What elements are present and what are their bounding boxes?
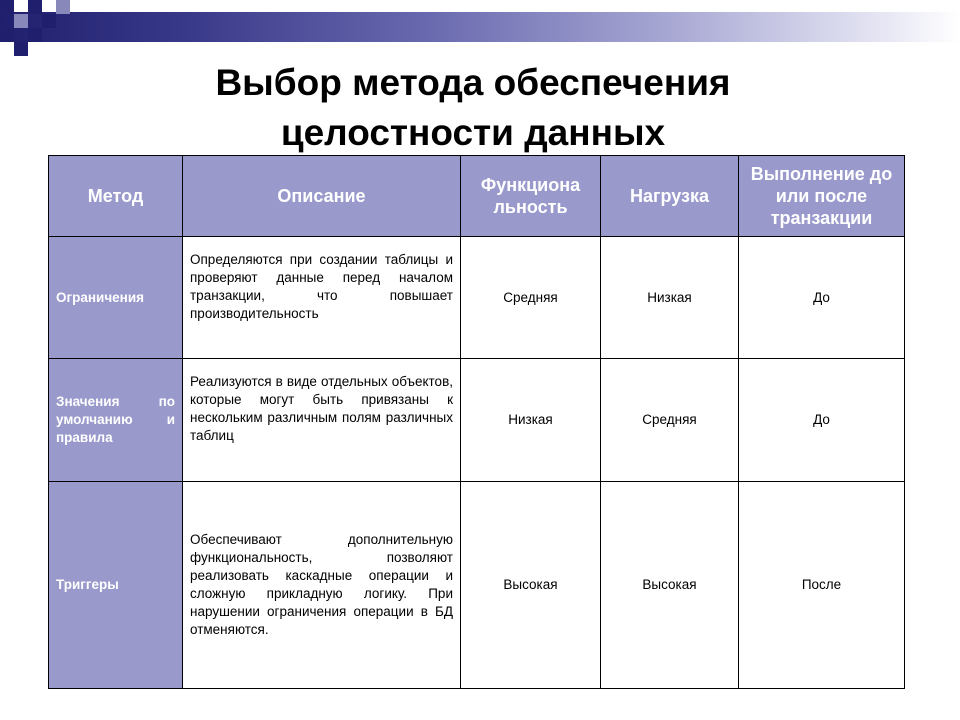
method-cell: Триггеры <box>49 482 183 689</box>
functionality-cell: Низкая <box>461 359 601 482</box>
execution-cell: До <box>739 359 905 482</box>
description-cell: Определяются при создании таблицы и проверяют данные перед началом транзакции, что повышает производительность <box>183 237 461 359</box>
column-header-execution: Выполнение до или после транзакции <box>739 156 905 237</box>
table-header-row <box>49 156 905 237</box>
header-gradient-band <box>0 12 960 42</box>
column-header-functionality: Функциона льность <box>461 156 601 237</box>
column-header-method: Метод <box>49 156 183 237</box>
method-cell: Значения по умолчанию и правила <box>49 359 183 482</box>
description-cell: Реализуются в виде отдельных объектов, которые могут быть привязаны к нескольким различным полям различных таблиц <box>183 359 461 482</box>
functionality-cell: Средняя <box>461 237 601 359</box>
functionality-cell: Высокая <box>461 482 601 689</box>
integrity-methods-table <box>48 155 905 689</box>
slide-title-line-2: целостности данных <box>280 112 666 153</box>
load-cell: Средняя <box>601 359 739 482</box>
table-row <box>49 237 905 359</box>
load-cell: Высокая <box>601 482 739 689</box>
table-row <box>49 359 905 482</box>
method-cell: Ограничения <box>49 237 183 359</box>
table-row <box>49 482 905 689</box>
description-cell: Обеспечивают дополнительную функциональность, позволяют реализовать каскадные операции и сложную прикладную логику. При нарушении ограничения операции в БД отменяются. <box>183 482 461 689</box>
slide-title-line-1: Выбор метода обеспечения <box>215 62 731 103</box>
execution-cell: После <box>739 482 905 689</box>
load-cell: Низкая <box>601 237 739 359</box>
column-header-load: Нагрузка <box>601 156 739 237</box>
column-header-description: Описание <box>183 156 461 237</box>
slide-title <box>0 58 946 158</box>
execution-cell: До <box>739 237 905 359</box>
